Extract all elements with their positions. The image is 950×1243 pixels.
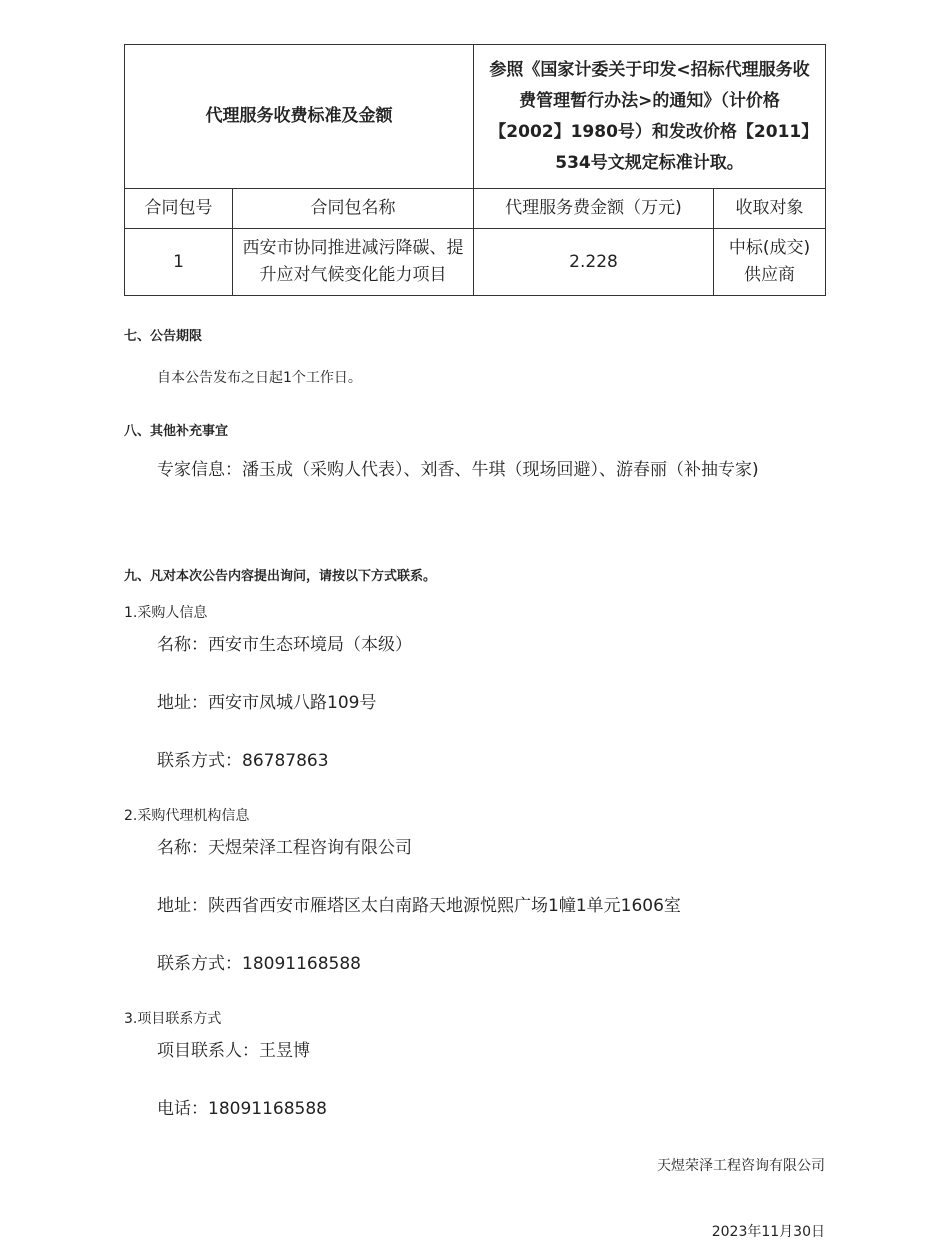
cell-fee: 2.228 [474,229,714,296]
agency-address: 地址：陕西省西安市雁塔区太白南路天地源悦熙广场1幢1单元1606室 [157,896,681,916]
footer-date: 2023年11月30日 [711,1224,825,1240]
section-9-heading: 九、凡对本次公告内容提出询问，请按以下方式联系。 [124,569,437,584]
agency-name: 名称：天煜荣泽工程咨询有限公司 [157,838,412,858]
section-7-heading: 七、公告期限 [124,329,203,344]
column-header-fee: 代理服务费金额（万元) [474,189,714,229]
agency-fee-table [124,44,826,296]
agency-info-title: 2.采购代理机构信息 [124,808,250,824]
table-row [125,229,826,296]
fee-table-column-row [125,189,826,229]
purchaser-contact: 联系方式：86787863 [157,751,329,771]
column-header-package-name: 合同包名称 [233,189,474,229]
project-contact-phone: 电话：18091168588 [157,1099,327,1119]
section-8-heading: 八、其他补充事宜 [124,424,229,439]
agency-contact: 联系方式：18091168588 [157,954,361,974]
fee-standard-basis: 参照《国家计委关于印发<招标代理服务收费管理暂行办法>的通知》（计价格【2002】1980号）和发改价格【2011】534号文规定标准计取。 [474,45,826,189]
footer-company: 天煜荣泽工程咨询有限公司 [657,1158,825,1174]
purchaser-info-title: 1.采购人信息 [124,605,208,621]
purchaser-name: 名称：西安市生态环境局（本级） [157,635,412,655]
section-7-text: 自本公告发布之日起1个工作日。 [157,370,362,386]
cell-payer: 中标(成交)供应商 [714,229,826,296]
project-contact-person: 项目联系人：王昱博 [157,1041,310,1061]
column-header-package-no: 合同包号 [125,189,233,229]
project-contact-title: 3.项目联系方式 [124,1011,222,1027]
column-header-payer: 收取对象 [714,189,826,229]
purchaser-address: 地址：西安市凤城八路109号 [157,693,377,713]
cell-package-no: 1 [125,229,233,296]
section-8-text: 专家信息：潘玉成（采购人代表）、刘香、牛琪（现场回避）、游春丽（补抽专家) [157,460,759,480]
cell-package-name: 西安市协同推进减污降碳、提升应对气候变化能力项目 [233,229,474,296]
fee-standard-label: 代理服务收费标准及金额 [125,45,474,189]
fee-table-header-row [125,45,826,189]
